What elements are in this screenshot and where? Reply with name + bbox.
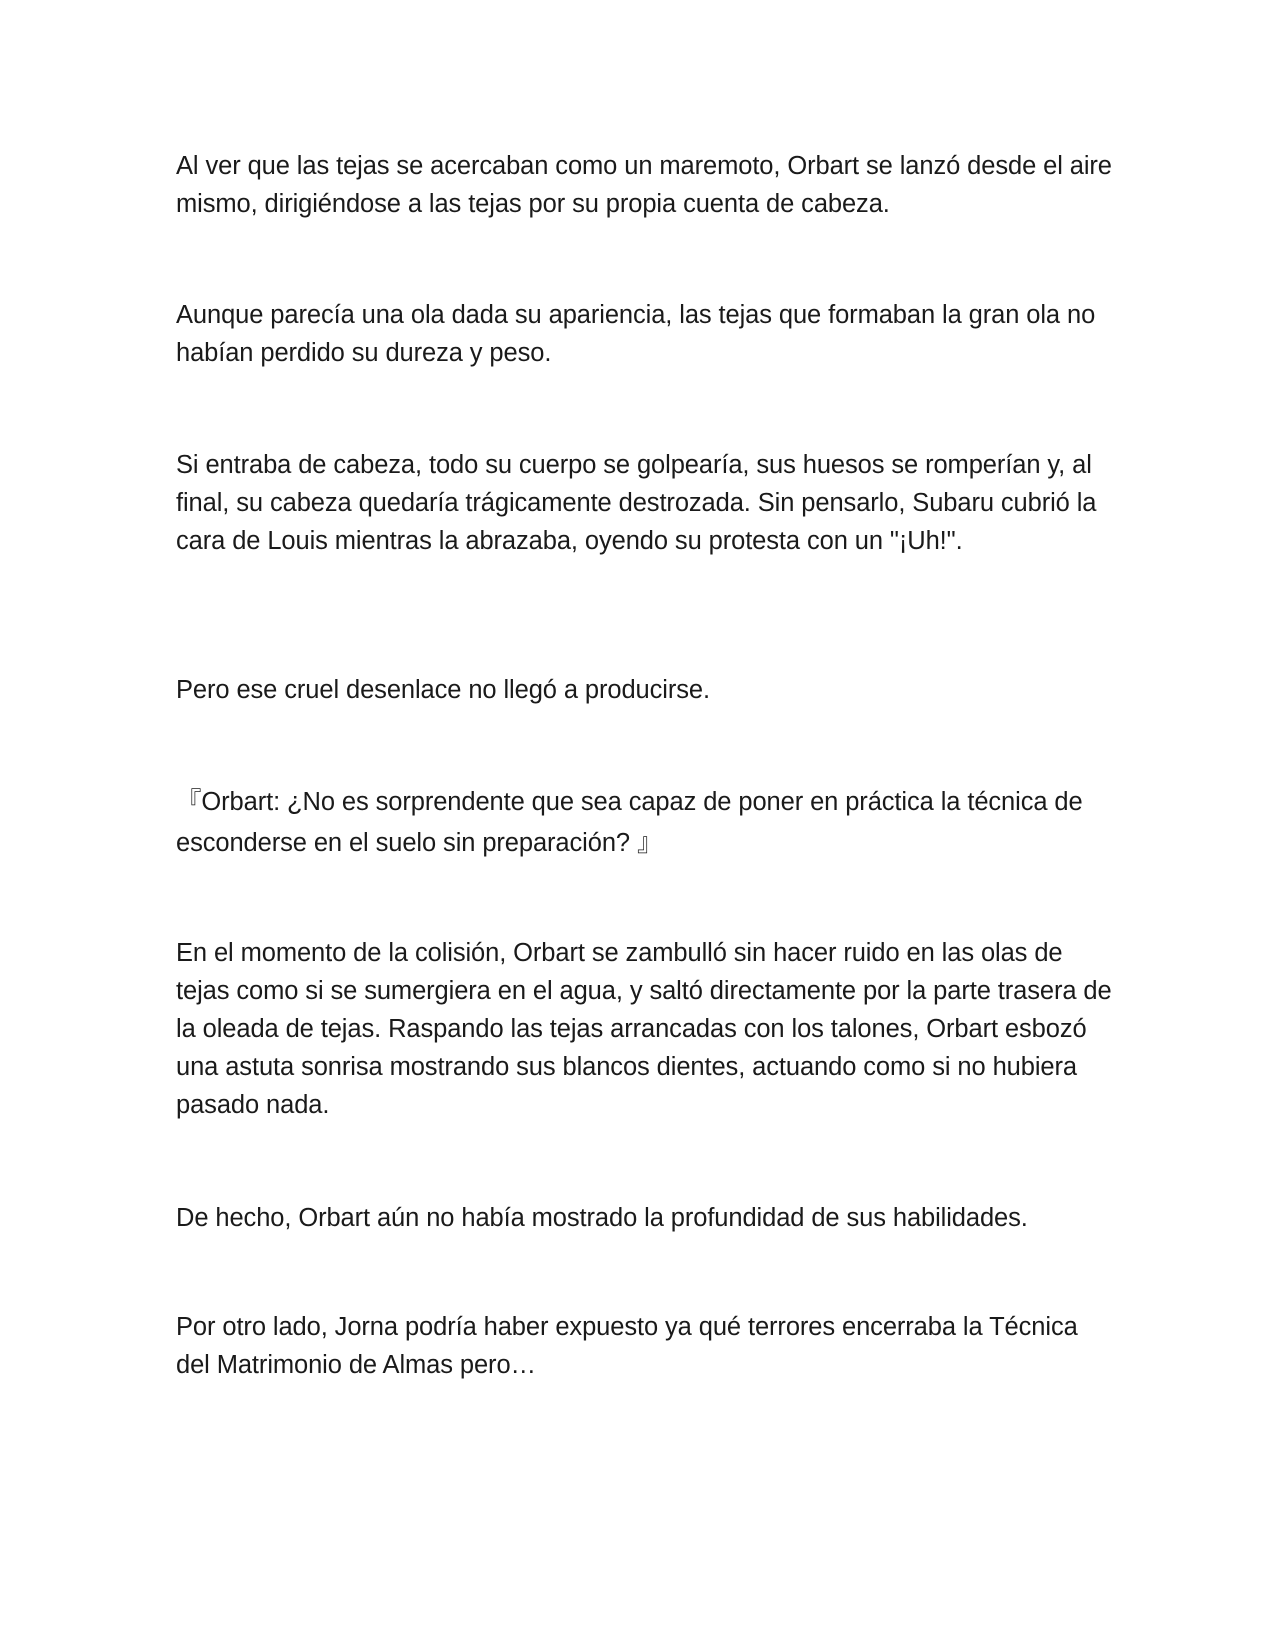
paragraph-cruel-outcome: Pero ese cruel desenlace no llegó a producirse.	[176, 676, 710, 704]
paragraph-orbart-dive: Al ver que las tejas se acercaban como un maremoto, Orbart se lanzó desde el aire mismo, dirigiéndose a las tejas por su propia cuenta de cabeza.	[176, 152, 1112, 218]
paragraph-orbart-dialogue: 『Orbart: ¿No es sorprendente que sea capaz de poner en práctica la técnica de esconderse en el suelo sin preparación? 』	[176, 788, 1083, 857]
paragraph-wave-hardness: Aunque parecía una ola dada su apariencia, las tejas que formaban la gran ola no habían perdido su dureza y peso.	[176, 301, 1096, 367]
paragraph-subaru-covers-louis: Si entraba de cabeza, todo su cuerpo se golpearía, sus huesos se romperían y, al final, su cabeza quedaría trágicamente destrozada. Sin pensarlo, Subaru cubrió la cara de Louis mientras la abrazaba, oyendo su protesta con un "¡Uh!".	[176, 451, 1097, 555]
paragraph-collision: En el momento de la colisión, Orbart se zambulló sin hacer ruido en las olas de tejas como si se sumergiera en el agua, y saltó directamente por la parte trasera de la oleada de tejas. Raspando las tejas arrancadas con los talones, Orbart esbozó una astuta sonrisa mostrando sus blancos dientes, actuando como si no hubiera pasado nada.	[176, 939, 1112, 1119]
paragraph-jorna-technique: Por otro lado, Jorna podría haber expuesto ya qué terrores encerraba la Técnica del Matrimonio de Almas pero…	[176, 1313, 1078, 1379]
paragraph-orbart-abilities: De hecho, Orbart aún no había mostrado la profundidad de sus habilidades.	[176, 1204, 1028, 1232]
